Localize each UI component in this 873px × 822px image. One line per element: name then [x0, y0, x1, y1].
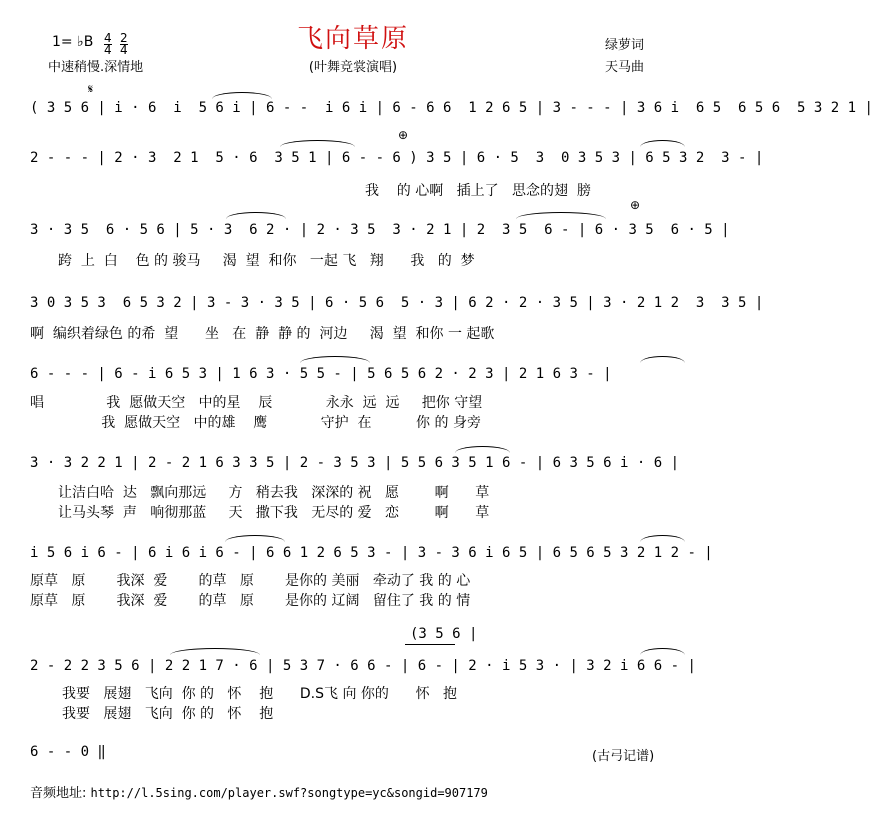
singer-credit: (叶舞竞裳演唱) — [308, 60, 398, 75]
score-line-8-lyrics-verse-1: 我要 展翅 飞向 你 的 怀 抱 D.S飞 向 你的 怀 抱 — [62, 686, 457, 702]
slur-mark — [640, 535, 685, 542]
slur-mark — [170, 648, 260, 655]
score-line-5-lyrics-verse-2: 我 愿做天空 中的雄 鹰 守护 在 你 的 身旁 — [30, 415, 481, 431]
audio-address — [30, 782, 488, 801]
key-signature: 1= ♭B — [52, 34, 94, 50]
score-line-3-notes: 3 · 3 5 6 · 5 6 | 5 · 3 6 2 · | 2 · 3 5 3 · 2 1 | 2 3 5 6 - | 6 · 3 5 6 · 5 | — [30, 222, 730, 238]
transcriber-credit: (古弓记谱) — [592, 749, 655, 764]
score-line-3-lyrics: 跨 上 白 色 的 骏马 渴 望 和你 一起 飞 翔 我 的 梦 — [58, 253, 475, 269]
score-line-8-lyrics-verse-2: 我要 展翅 飞向 你 的 怀 抱 — [62, 706, 274, 722]
slur-mark — [455, 446, 510, 453]
score-line-8-notes: 2 - 2 2 3 5 6 | 2 2 1 7 · 6 | 5 3 7 · 6 6 - | 6 - | 2 · i 5 3 · | 3 2 i 6 6 - | — [30, 658, 696, 674]
score-line-7-lyrics-verse-2: 原草 原 我深 爱 的草 原 是你的 辽阔 留住了 我 的 情 — [30, 593, 471, 609]
score-line-1-notes: ( 3 5 6 | i · 6 i 5 6 i | 6 - - i 6 i | 6 - 6 6 1 2 6 5 | 3 - - - | 3 6 i 6 5 6 5 6 5 3 2 1 | — [30, 100, 873, 116]
score-line-5-lyrics-verse-1: 唱 我 愿做天空 中的星 辰 永永 远 远 把你 守望 — [30, 395, 483, 411]
score-line-6-lyrics-verse-2: 让马头琴 声 响彻那蓝 天 撒下我 无尽的 爱 恋 啊 草 — [58, 505, 490, 521]
audio-label: 音频地址: — [30, 786, 87, 801]
score-line-4-notes: 3 0 3 5 3 6 5 3 2 | 3 - 3 · 3 5 | 6 · 5 6 5 · 3 | 6 2 · 2 · 3 5 | 3 · 2 1 2 3 3 5 | — [30, 295, 764, 311]
slur-mark — [226, 212, 286, 219]
meter-4-4 — [104, 33, 112, 56]
segno-icon: 𝄋 — [88, 82, 94, 96]
score-line-5-notes: 6 - - - | 6 - i 6 5 3 | 1 6 3 · 5 5 - | 5 6 5 6 2 · 2 3 | 2 1 6 3 - | — [30, 366, 612, 382]
coda-icon: ⊕ — [398, 128, 409, 142]
meter-denominator: 4 — [104, 43, 112, 57]
slur-mark — [212, 92, 272, 99]
score-line-6-lyrics-verse-1: 让洁白哈 达 飘向那远 方 稍去我 深深的 祝 愿 啊 草 — [58, 485, 490, 501]
score-line-7-notes: i 5 6 i 6 - | 6 i 6 i 6 - | 6 6 1 2 6 5 3 - | 3 - 3 6 i 6 5 | 6 5 6 5 3 2 1 2 - | — [30, 545, 713, 561]
lyricist-credit: 绿萝词 — [605, 38, 645, 53]
song-title: 飞向草原 — [296, 24, 409, 54]
audio-url-link[interactable]: http://l.5sing.com/player.swf?songtype=yc&songid=907179 — [90, 786, 488, 800]
meter-2-4 — [120, 33, 128, 56]
pickup-repeat: (3 5 6 | — [410, 626, 478, 642]
score-line-2-notes: 2 - - - | 2 · 3 2 1 5 · 6 3 5 1 | 6 - - 6 ) 3 5 | 6 · 5 3 0 3 5 3 | 6 5 3 2 3 - | — [30, 150, 764, 166]
pickup-underline — [405, 644, 455, 645]
score-line-6-notes: 3 · 3 2 2 1 | 2 - 2 1 6 3 3 5 | 2 - 3 5 3 | 5 5 6 3 5 1 6 - | 6 3 5 6 i · 6 | — [30, 455, 680, 471]
meter-denominator: 4 — [120, 43, 128, 57]
slur-mark — [225, 535, 285, 542]
slur-mark — [300, 356, 370, 363]
score-line-4-lyrics: 啊 编织着绿色 的希 望 坐 在 静 静 的 河边 渴 望 和你 一 起歌 — [30, 326, 495, 342]
slur-mark — [640, 140, 685, 147]
score-line-9-notes: 6 - - 0 ‖ — [30, 744, 106, 760]
score-line-2-lyrics: 我 的 心啊 插上了 思念的翅 膀 — [365, 183, 591, 199]
slur-mark — [640, 356, 685, 363]
meter-numerator: 4 — [104, 31, 112, 45]
score-line-7-lyrics-verse-1: 原草 原 我深 爱 的草 原 是你的 美丽 牵动了 我 的 心 — [30, 573, 471, 589]
meter-numerator: 2 — [120, 31, 128, 45]
tempo-marking: 中速稍慢.深情地 — [48, 60, 144, 75]
coda-icon-2: ⊕ — [630, 198, 641, 212]
slur-mark — [516, 212, 606, 219]
slur-mark — [640, 648, 685, 655]
slur-mark — [280, 140, 355, 147]
composer-credit: 天马曲 — [605, 60, 645, 75]
